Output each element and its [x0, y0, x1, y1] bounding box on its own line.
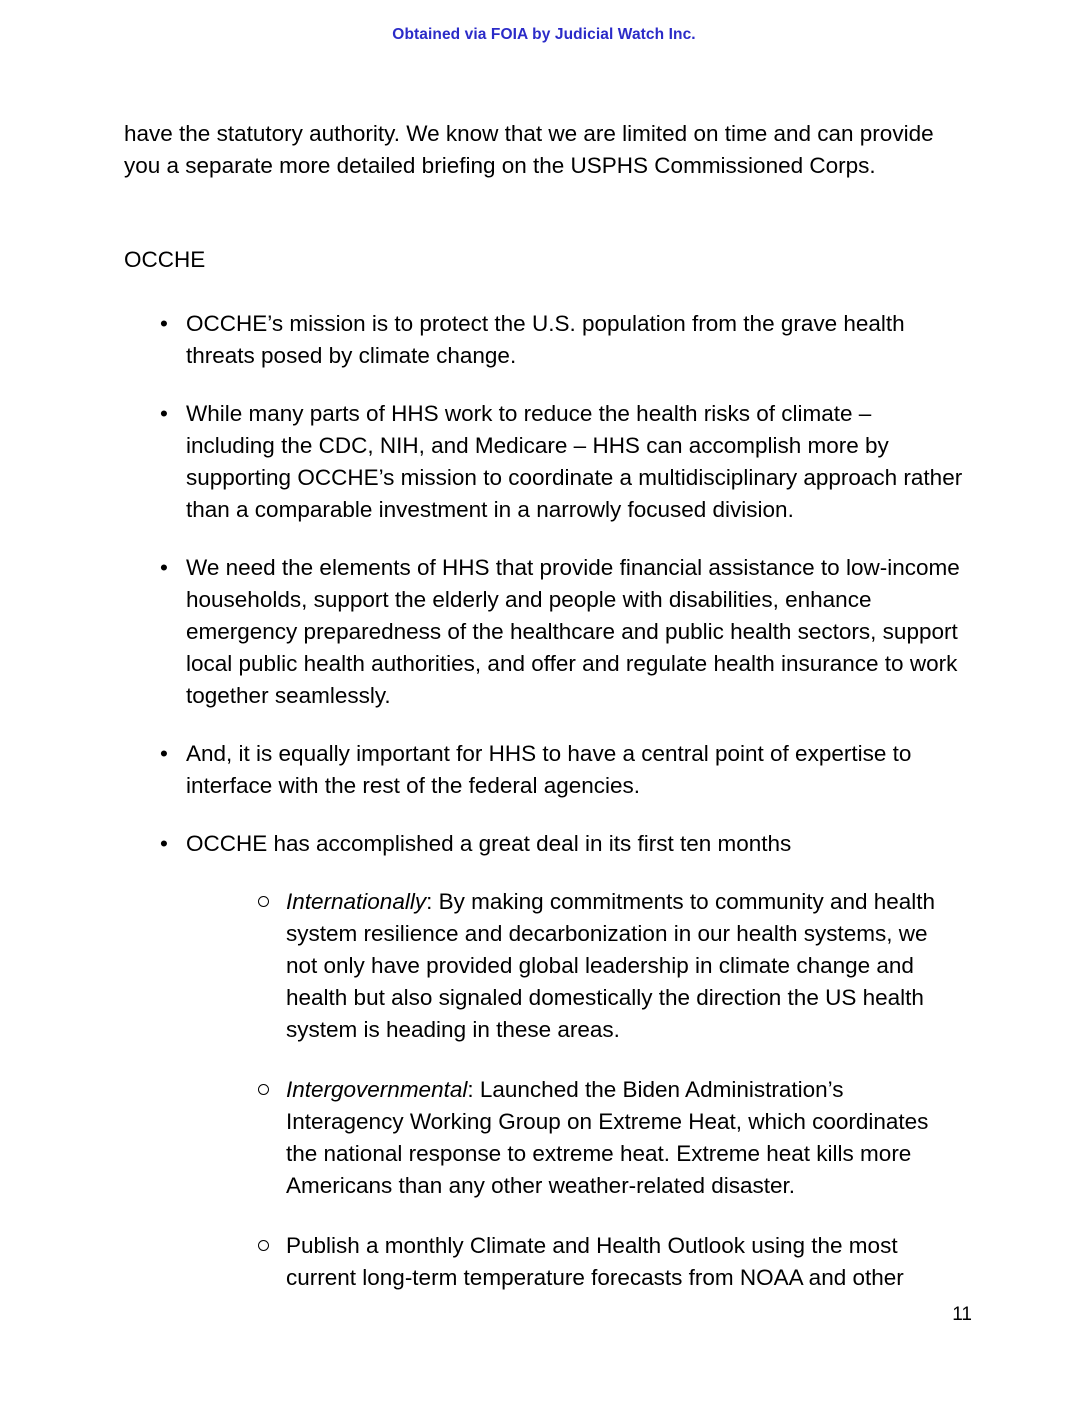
list-item — [124, 738, 964, 802]
section-heading-ocche: OCCHE — [124, 247, 206, 272]
circle-bullet-icon — [258, 1084, 269, 1095]
bullet-marker-icon: • — [160, 401, 168, 426]
circle-bullet-icon — [258, 1240, 269, 1251]
list-item — [124, 828, 964, 1294]
list-item — [124, 398, 964, 526]
bullet-marker-icon: • — [160, 311, 168, 336]
bullet-text: While many parts of HHS work to reduce the health risks of climate – including the CDC, NIH, and Medicare – HHS can accomplish more by supporting OCCHE’s mission to coordinate a multidisciplinary approach rather than a comparable investment in a narrowly focused division. — [186, 401, 963, 522]
page-number: 11 — [952, 1304, 972, 1325]
sub-bullet-text: By making commitments to community and health system resilience and decarbonization in our health systems, we not only have provided global leadership in climate change and health but also signaled domestically the direction the US health system is heading in these areas. — [286, 889, 936, 1042]
document-body — [124, 118, 964, 1294]
sub-bullet-lead-suffix: : — [467, 1077, 480, 1102]
bullet-list — [124, 308, 964, 1294]
bullet-text: We need the elements of HHS that provide financial assistance to low-income households, support the elderly and people with disabilities, enhance emergency preparedness of the healthcare and public health sectors, support local public health authorities, and offer and regulate health insurance to work together seamlessly. — [186, 555, 960, 708]
list-item — [222, 1074, 964, 1202]
sub-bullet-list — [222, 886, 964, 1294]
list-item — [124, 308, 964, 372]
bullet-text: And, it is equally important for HHS to have a central point of expertise to interface with the rest of the federal agencies. — [186, 741, 912, 798]
bullet-marker-icon: • — [160, 741, 168, 766]
sub-bullet-lead: Internationally — [286, 889, 427, 914]
sub-bullet-text: Launched the Biden Administration’s Interagency Working Group on Extreme Heat, which coordinates the national response to extreme heat. Extreme heat kills more Americans than any other weather-related disaster. — [286, 1077, 929, 1198]
sub-bullet-text: Publish a monthly Climate and Health Outlook using the most current long-term temperature forecasts from NOAA and other — [286, 1233, 904, 1290]
sub-bullet-lead: Intergovernmental — [286, 1077, 468, 1102]
list-item — [222, 886, 964, 1046]
sub-bullet-lead-suffix: : — [426, 889, 439, 914]
bullet-text: OCCHE’s mission is to protect the U.S. population from the grave health threats posed by climate change. — [186, 311, 905, 368]
foia-stamp: Obtained via FOIA by Judicial Watch Inc. — [392, 26, 696, 43]
opening-paragraph: have the statutory authority. We know that we are limited on time and can provide you a separate more detailed briefing on the USPHS Commissioned Corps. — [124, 121, 934, 178]
list-item — [222, 1230, 964, 1294]
list-item — [124, 552, 964, 712]
bullet-marker-icon: • — [160, 831, 168, 856]
circle-bullet-icon — [258, 896, 269, 907]
bullet-marker-icon: • — [160, 555, 168, 580]
bullet-text: OCCHE has accomplished a great deal in its first ten months — [186, 831, 792, 856]
